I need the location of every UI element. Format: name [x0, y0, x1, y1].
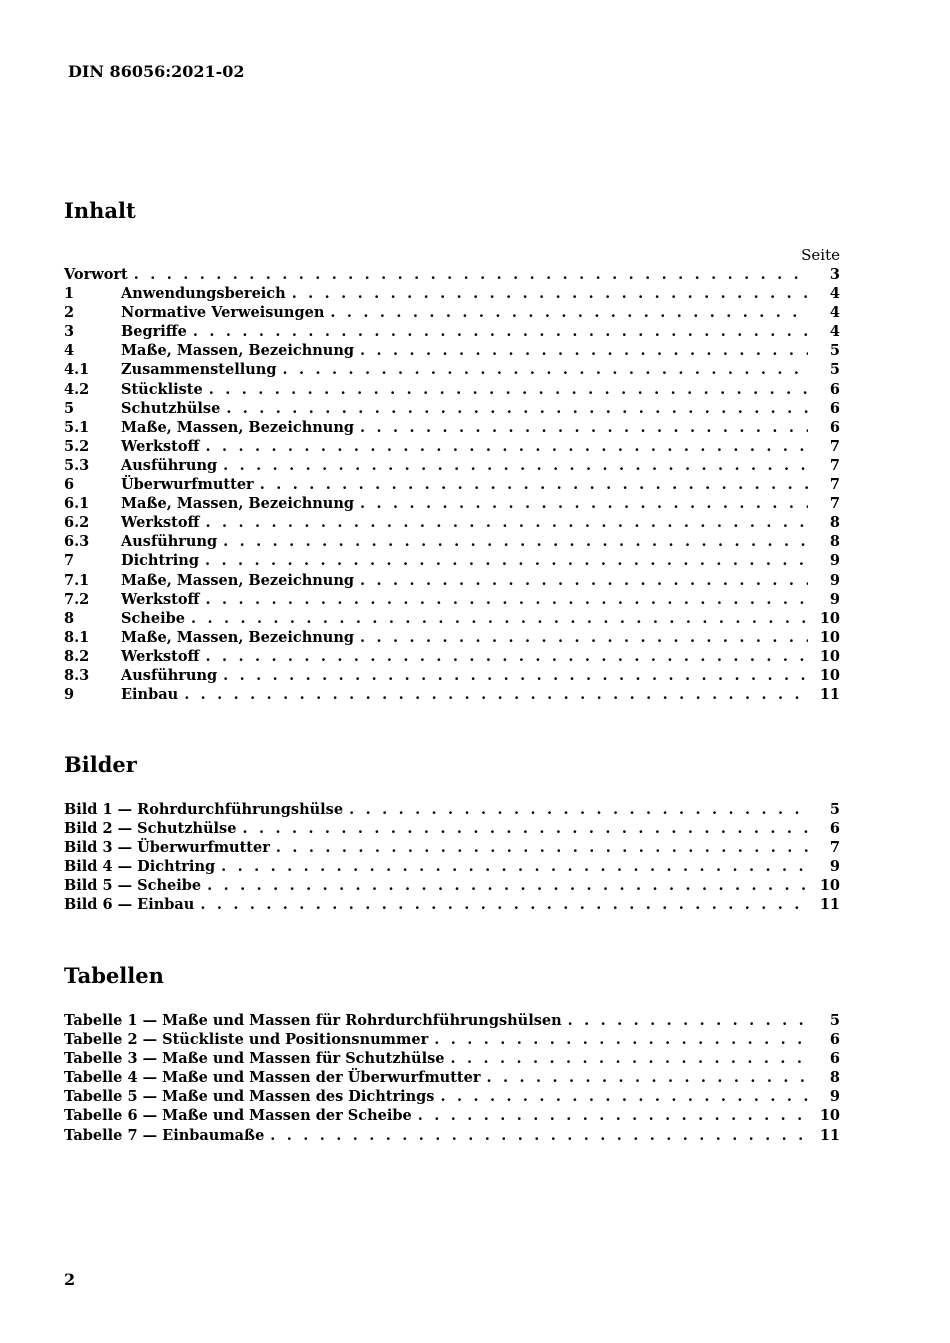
dot-leader: [242, 819, 808, 838]
toc-entry[interactable]: [64, 475, 840, 494]
toc-entry-label: Tabelle 3 — Maße und Massen für Schutzhülse: [64, 1050, 445, 1068]
toc-entry[interactable]: [64, 532, 840, 551]
toc-entry-label: Tabelle 5 — Maße und Massen des Dichtrings: [64, 1088, 435, 1106]
dot-leader: [292, 284, 808, 303]
dot-leader: [360, 628, 808, 647]
toc-entry-number: 8.2: [64, 647, 90, 665]
toc-entry-page: 9: [829, 571, 840, 589]
toc-entry-page: 6: [829, 820, 840, 838]
toc-entry-number: 4.2: [64, 380, 90, 398]
toc-entry[interactable]: [64, 1011, 840, 1030]
toc-entry-label: Scheibe: [121, 609, 185, 627]
toc-entry-label: Tabelle 1 — Maße und Massen für Rohrdurchführungshülsen: [64, 1012, 562, 1029]
toc-entry-number: 4: [64, 342, 75, 360]
toc-entry[interactable]: [64, 303, 840, 322]
dot-leader: [205, 647, 807, 666]
toc-entry-number: 5.2: [64, 437, 90, 455]
toc-entry-label: Bild 1 — Rohrdurchführungshülse: [64, 801, 344, 818]
toc-entry-label: Ausführung: [121, 666, 218, 684]
dot-leader: [330, 303, 808, 322]
toc-entry[interactable]: [64, 628, 840, 647]
dot-leader: [205, 551, 808, 570]
toc-entry-number: 1: [64, 285, 75, 303]
dot-leader: [207, 876, 808, 895]
document-id: DIN 86056:2021-02: [68, 62, 245, 81]
toc-entry-page: 6: [829, 380, 840, 398]
toc-entry-number: 7.1: [64, 571, 90, 589]
toc-entry-label: Schutzhülse: [121, 399, 221, 417]
toc-entry-label: Zusammenstellung: [121, 361, 277, 379]
toc-entry[interactable]: [64, 1030, 840, 1049]
toc-entry-page: 5: [829, 801, 840, 818]
toc-entry-number: 2: [64, 304, 75, 322]
toc-entry-number: 8: [64, 609, 75, 627]
toc-entry[interactable]: [64, 876, 840, 895]
toc-entry-label: Bild 4 — Dichtring: [64, 858, 216, 876]
toc-entry-label: Überwurfmutter: [121, 476, 254, 494]
dot-leader: [260, 475, 808, 494]
toc-entry-number: 6.3: [64, 533, 90, 551]
toc-entry-label: Bild 2 — Schutzhülse: [64, 820, 237, 838]
toc-entry-page: 10: [819, 609, 840, 627]
dot-leader: [486, 1068, 808, 1087]
dot-leader: [205, 437, 808, 456]
toc-entry[interactable]: [64, 551, 840, 570]
dot-leader: [223, 666, 808, 685]
toc-entry-page: 10: [819, 1107, 840, 1125]
toc-entry-label: Begriffe: [121, 323, 187, 341]
toc-entry-page: 9: [829, 1088, 840, 1106]
toc-entry[interactable]: [64, 571, 840, 590]
toc-entry[interactable]: [64, 895, 840, 914]
dot-leader: [205, 513, 808, 532]
toc-entry-label: Vorwort: [64, 266, 128, 283]
toc-entry-page: 5: [829, 361, 840, 379]
dot-leader: [568, 1011, 808, 1030]
toc-entry-label: Maße, Massen, Bezeichnung: [121, 418, 355, 436]
toc-entry-page: 10: [819, 628, 840, 646]
toc-entry-label: Werkstoff: [121, 437, 200, 455]
toc-entry-page: 6: [829, 418, 840, 436]
toc-entry-page: 3: [829, 266, 840, 283]
toc-entry[interactable]: [64, 1126, 840, 1145]
dot-leader: [223, 456, 808, 475]
toc-entry-number: 6.1: [64, 495, 90, 513]
toc-entry-page: 6: [829, 399, 840, 417]
toc-entry-page: 10: [819, 877, 840, 895]
toc-entry-label: Normative Verweisungen: [121, 304, 325, 322]
toc-entry-label: Stückliste: [121, 380, 203, 398]
toc-entry-label: Dichtring: [121, 552, 199, 570]
tables-heading: Tabellen: [64, 963, 164, 988]
toc-entry-label: Anwendungsbereich: [121, 285, 286, 303]
dot-leader: [440, 1087, 808, 1106]
toc-entry-label: Bild 6 — Einbau: [64, 896, 195, 914]
toc-entry-label: Werkstoff: [121, 590, 200, 608]
toc-entry-number: 6.2: [64, 514, 90, 532]
toc-entry-label: Bild 5 — Scheibe: [64, 877, 202, 895]
toc-entry-page: 6: [829, 1031, 840, 1049]
toc-entry[interactable]: [64, 322, 840, 341]
toc-entry[interactable]: [64, 647, 840, 666]
toc-entry-number: 7.2: [64, 590, 90, 608]
toc-entry-page: 7: [829, 437, 840, 455]
toc-entry-page: 11: [819, 896, 840, 914]
toc-entry-number: 3: [64, 323, 75, 341]
dot-leader: [360, 341, 808, 360]
figures-list: [64, 800, 840, 915]
toc-entry[interactable]: [64, 360, 840, 379]
toc-entry-page: 10: [819, 666, 840, 684]
toc-entry[interactable]: [64, 437, 840, 456]
toc-entry-page: 10: [819, 647, 840, 665]
toc-entry[interactable]: [64, 857, 840, 876]
toc-entry[interactable]: [64, 609, 840, 628]
toc-entry-number: 9: [64, 686, 75, 704]
toc-entry-label: Maße, Massen, Bezeichnung: [121, 571, 355, 589]
toc-entry[interactable]: [64, 1106, 840, 1125]
toc-entry-label: Ausführung: [121, 456, 218, 474]
dot-leader: [226, 399, 808, 418]
toc-entry-label: Tabelle 6 — Maße und Massen der Scheibe: [64, 1107, 412, 1125]
dot-leader: [221, 857, 808, 876]
toc-entry-label: Maße, Massen, Bezeichnung: [121, 495, 355, 513]
toc-entry[interactable]: [64, 456, 840, 475]
dot-leader: [184, 685, 808, 704]
dot-leader: [191, 609, 808, 628]
page-column-label: Seite: [801, 246, 840, 264]
toc-entry-label: Tabelle 7 — Einbaumaße: [64, 1126, 265, 1144]
dot-leader: [349, 800, 808, 819]
toc-entry-page: 4: [829, 304, 840, 322]
dot-leader: [134, 265, 808, 284]
dot-leader: [209, 380, 808, 399]
toc-entry[interactable]: [64, 1049, 840, 1068]
toc-entry-label: Werkstoff: [121, 647, 200, 665]
dot-leader: [200, 895, 807, 914]
toc-entry-page: 5: [829, 342, 840, 360]
tables-list: [64, 1011, 840, 1145]
dot-leader: [270, 1126, 808, 1145]
dot-leader: [276, 838, 808, 857]
dot-leader: [360, 494, 808, 513]
dot-leader: [360, 571, 808, 590]
toc-entry-label: Maße, Massen, Bezeichnung: [121, 342, 355, 360]
toc-entry-page: 8: [829, 533, 840, 551]
toc-entry[interactable]: [64, 1068, 840, 1087]
toc-entry-page: 7: [829, 495, 840, 513]
toc-entry-page: 7: [829, 456, 840, 474]
toc-entry[interactable]: [64, 399, 840, 418]
dot-leader: [418, 1106, 808, 1125]
page-number: 2: [64, 1270, 76, 1289]
toc-entry[interactable]: [64, 590, 840, 609]
toc-entry-page: 4: [829, 323, 840, 341]
toc-entry-number: 7: [64, 552, 75, 570]
toc-entry-label: Bild 3 — Überwurfmutter: [64, 839, 270, 857]
toc-entry-number: 5.3: [64, 456, 90, 474]
toc-entry[interactable]: [64, 513, 840, 532]
toc-entry-label: Werkstoff: [121, 514, 200, 532]
toc-entry-page: 4: [829, 285, 840, 303]
toc-entry[interactable]: [64, 341, 840, 360]
toc-entry-label: Maße, Massen, Bezeichnung: [121, 628, 355, 646]
toc-entry[interactable]: [64, 819, 840, 838]
toc-entry-number: 8.3: [64, 666, 90, 684]
toc-entry[interactable]: [64, 666, 840, 685]
dot-leader: [205, 590, 808, 609]
toc-entry-number: 5.1: [64, 418, 90, 436]
toc-entry-page: 5: [829, 1012, 840, 1029]
dot-leader: [193, 322, 808, 341]
toc-entry-label: Ausführung: [121, 533, 218, 551]
toc-entry-label: Einbau: [121, 686, 179, 704]
toc-entry[interactable]: [64, 265, 840, 284]
dot-leader: [360, 418, 808, 437]
contents-list: [64, 265, 840, 704]
toc-entry-number: 5: [64, 399, 75, 417]
dot-leader: [282, 360, 808, 379]
toc-entry-label: Tabelle 2 — Stückliste und Positionsnummer: [64, 1031, 429, 1049]
toc-entry-number: 6: [64, 476, 75, 494]
toc-entry-page: 7: [829, 839, 840, 857]
toc-entry-page: 8: [829, 1069, 840, 1087]
toc-entry-page: 8: [829, 514, 840, 532]
toc-entry-page: 6: [829, 1050, 840, 1068]
toc-entry-page: 11: [819, 686, 840, 704]
toc-entry[interactable]: [64, 494, 840, 513]
toc-entry-page: 9: [829, 552, 840, 570]
toc-entry-number: 4.1: [64, 361, 90, 379]
toc-entry-page: 7: [829, 476, 840, 494]
toc-entry[interactable]: [64, 685, 840, 704]
dot-leader: [223, 532, 808, 551]
toc-entry[interactable]: [64, 284, 840, 303]
toc-entry[interactable]: [64, 1087, 840, 1106]
toc-entry-page: 9: [829, 858, 840, 876]
dot-leader: [434, 1030, 808, 1049]
contents-heading: Inhalt: [64, 198, 136, 223]
toc-entry[interactable]: [64, 418, 840, 437]
toc-entry-page: 11: [819, 1126, 840, 1144]
toc-entry-page: 9: [829, 590, 840, 608]
toc-entry-label: Tabelle 4 — Maße und Massen der Überwurfmutter: [64, 1069, 481, 1087]
toc-entry[interactable]: [64, 380, 840, 399]
toc-entry[interactable]: [64, 800, 840, 819]
figures-heading: Bilder: [64, 752, 137, 777]
toc-entry[interactable]: [64, 838, 840, 857]
toc-entry-number: 8.1: [64, 628, 90, 646]
dot-leader: [451, 1049, 809, 1068]
